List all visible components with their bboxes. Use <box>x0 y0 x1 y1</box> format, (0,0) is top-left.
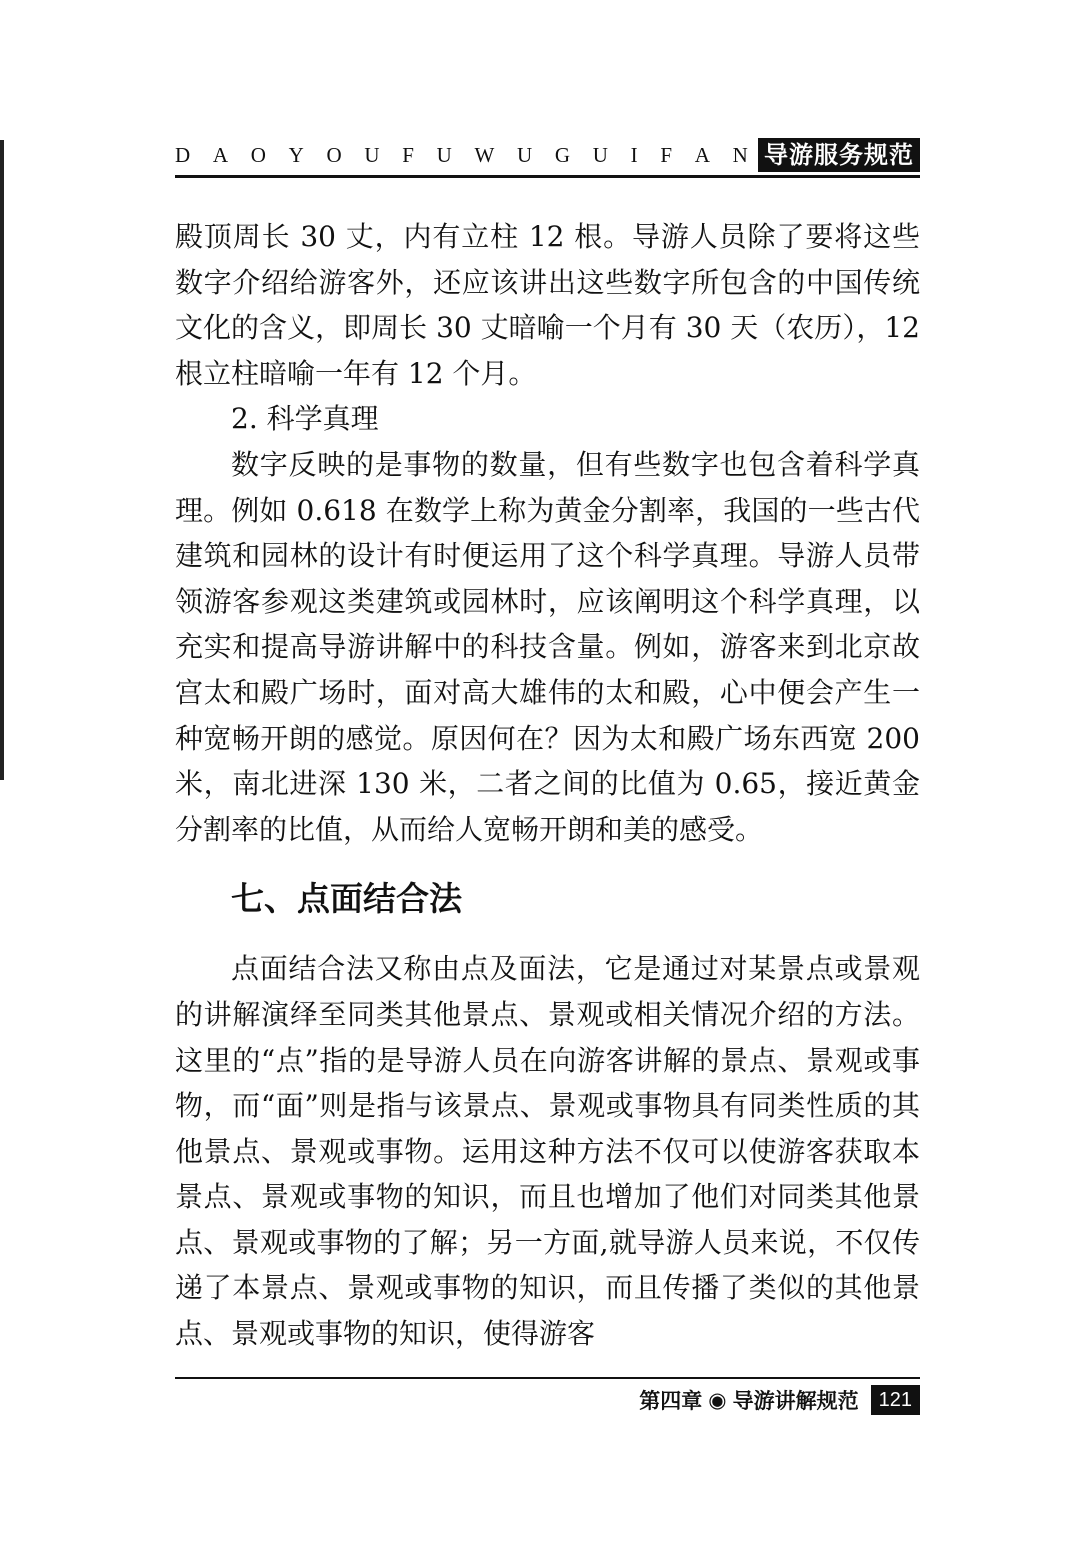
pinyin-letter: W <box>474 142 495 167</box>
pinyin-letter: F <box>402 142 414 167</box>
header-pinyin <box>175 143 758 168</box>
pinyin-letter: I <box>630 142 638 167</box>
running-footer <box>639 1384 920 1416</box>
body-text <box>175 214 920 1357</box>
pinyin-letter: Y <box>288 142 304 167</box>
subheading: 2. 科学真理 <box>231 402 379 436</box>
pinyin-letter: O <box>250 142 266 167</box>
footer-chapter: 第四章 <box>639 1389 703 1413</box>
page-number: 121 <box>871 1385 920 1415</box>
paragraph: 数字反映的是事物的数量，但有些数字也包含着科学真理。例如 0.618 在数学上称为黄金分割率，我国的一些古代建筑和园林的设计有时便运用了这个科学真理。导游人员带领游客参观这类建筑或园林时，应该阐明这个科学真理，以充实和提高导游讲解中的科技含量。例如，游客来到北京故宫太和殿广场时，面对高大雄伟的太和殿，心中便会产生一种宽畅开朗的感觉。原因何在？因为太和殿广场东西宽 200 米，南北进深 130 米，二者之间的比值为 0.65，接近黄金分割率的比值，从而给人宽畅开朗和美的感受。 <box>175 447 920 846</box>
header-title: 导游服务规范 <box>758 138 920 172</box>
pinyin-letter: U <box>592 142 608 167</box>
binding-edge <box>0 140 4 780</box>
pinyin-letter: O <box>326 142 342 167</box>
pinyin-letter: D <box>175 142 191 167</box>
pinyin-letter: U <box>517 142 533 167</box>
pinyin-letter: F <box>660 142 673 167</box>
footer-chapter-title: 导游讲解规范 <box>732 1389 859 1413</box>
section-title: 七、点面结合法 <box>231 879 462 919</box>
header-divider <box>175 175 920 178</box>
pinyin-letter: A <box>212 142 229 167</box>
paragraph: 殿顶周长 30 丈，内有立柱 12 根。导游人员除了要将这些数字介绍给游客外，还应该讲出这些数字所包含的中国传统文化的含义，即周长 30 丈暗喻一个月有 30 天（农历），12 根立柱暗喻一年有 12 个月。 <box>175 220 920 390</box>
pinyin-letter: A <box>694 142 710 167</box>
pinyin-letter: G <box>554 142 571 167</box>
pinyin-letter: N <box>732 142 748 167</box>
running-header <box>175 138 920 172</box>
bullet-icon: ◉ <box>708 1388 727 1412</box>
pinyin-letter: U <box>364 142 380 167</box>
paragraph: 点面结合法又称由点及面法，它是通过对某景点或景观的讲解演绎至同类其他景点、景观或相关情况介绍的方法。这里的“点”指的是导游人员在向游客讲解的景点、景观或事物，而“面”则是指与该景点、景观或事物具有同类性质的其他景点、景观或事物。运用这种方法不仅可以使游客获取本景点、景观或事物的知识，而且也增加了他们对同类其他景点、景观或事物的了解；另一方面,就导游人员来说，不仅传递了本景点、景观或事物的知识，而且传播了类似的其他景点、景观或事物的知识，使得游客 <box>175 952 920 1351</box>
pinyin-letter: U <box>436 142 452 167</box>
footer-divider <box>175 1377 920 1379</box>
